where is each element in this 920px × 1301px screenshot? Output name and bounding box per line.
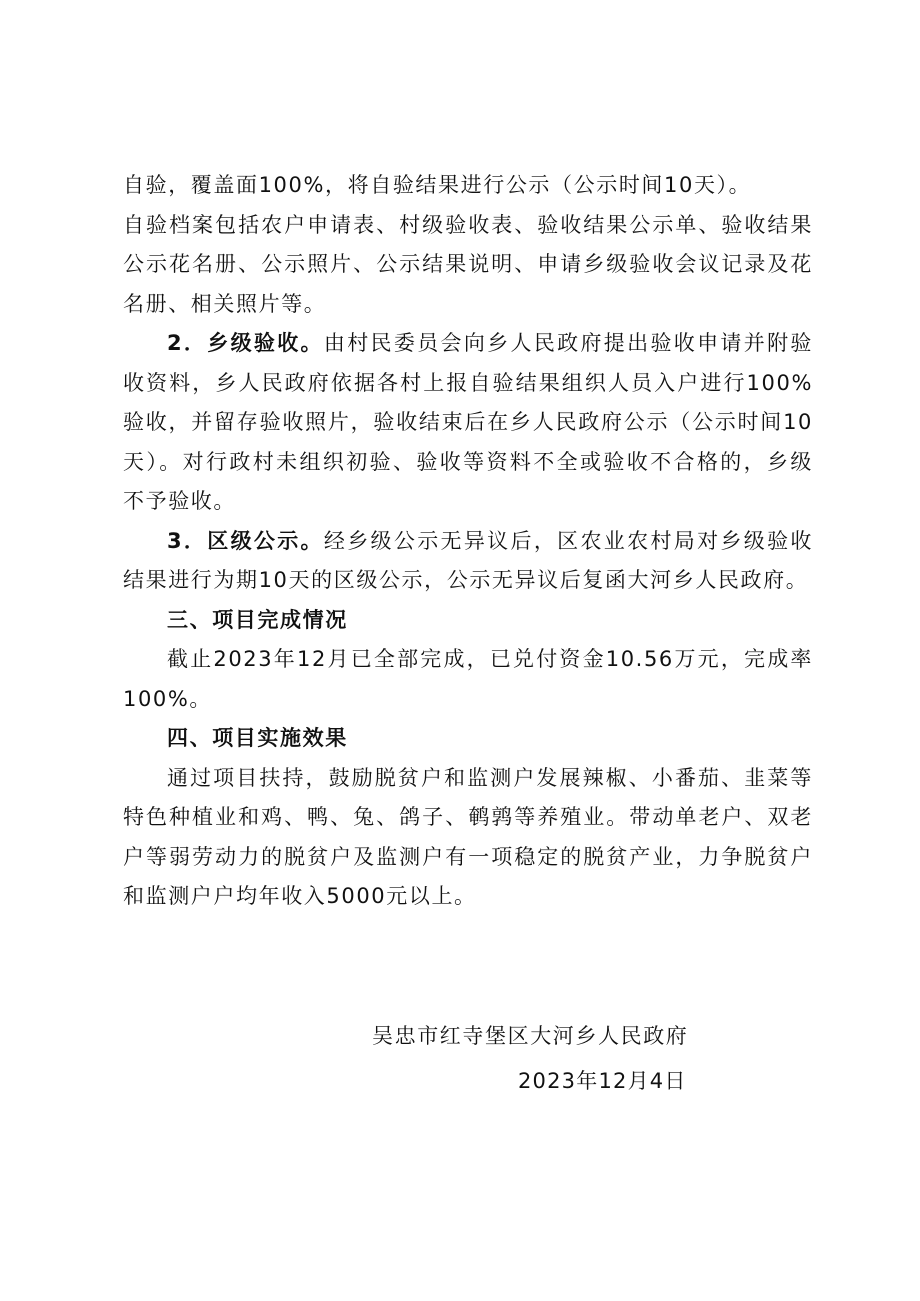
- paragraph-effect: 通过项目扶持，鼓励脱贫户和监测户发展辣椒、小番茄、韭菜等特色种植业和鸡、鸭、兔、鸽子、鹌鹑等养殖业。带动单老户、双老户等弱劳动力的脱贫户及监测户有一项稳定的脱贫产业，力争脱贫户和监测户户均年收入5000元以上。: [123, 765, 813, 908]
- paragraph-self-inspection: 自验，覆盖面100%，将自验结果进行公示（公示时间10天）。: [123, 173, 752, 197]
- signature-date: 2023年12月4日: [518, 1069, 687, 1093]
- signature-organization: 吴忠市红寺堡区大河乡人民政府: [372, 1024, 689, 1048]
- township-acceptance-body: 由村民委员会向乡人民政府提出验收申请并附验收资料，乡人民政府依据各村上报自验结果组织人员入户进行100%验收，并留存验收照片，验收结束后在乡人民政府公示（公示时间10天）。对行政村未组织初验、验收等资料不全或验收不合格的，乡级不予验收。: [123, 331, 813, 513]
- section-heading-completion: 三、项目完成情况: [167, 607, 348, 632]
- township-acceptance-lead: 2．乡级验收。: [167, 331, 324, 355]
- document-body: [123, 166, 813, 917]
- district-publicity-body: 经乡级公示无异议后，区农业农村局对乡级验收结果进行为期10天的区级公示，公示无异议后复函大河乡人民政府。: [123, 528, 813, 592]
- paragraph-district-publicity: [123, 522, 813, 601]
- paragraph-completion: 截止2023年12月已全部完成，已兑付资金10.56万元，完成率100%。: [123, 647, 813, 711]
- district-publicity-lead: 3．区级公示。: [167, 528, 324, 553]
- paragraph-township-acceptance: [123, 324, 813, 522]
- paragraph-archive-contents: 自验档案包括农户申请表、村级验收表、验收结果公示单、验收结果公示花名册、公示照片、公示结果说明、申请乡级验收会议记录及花名册、相关照片等。: [123, 212, 813, 316]
- section-heading-effect: 四、项目实施效果: [167, 726, 348, 750]
